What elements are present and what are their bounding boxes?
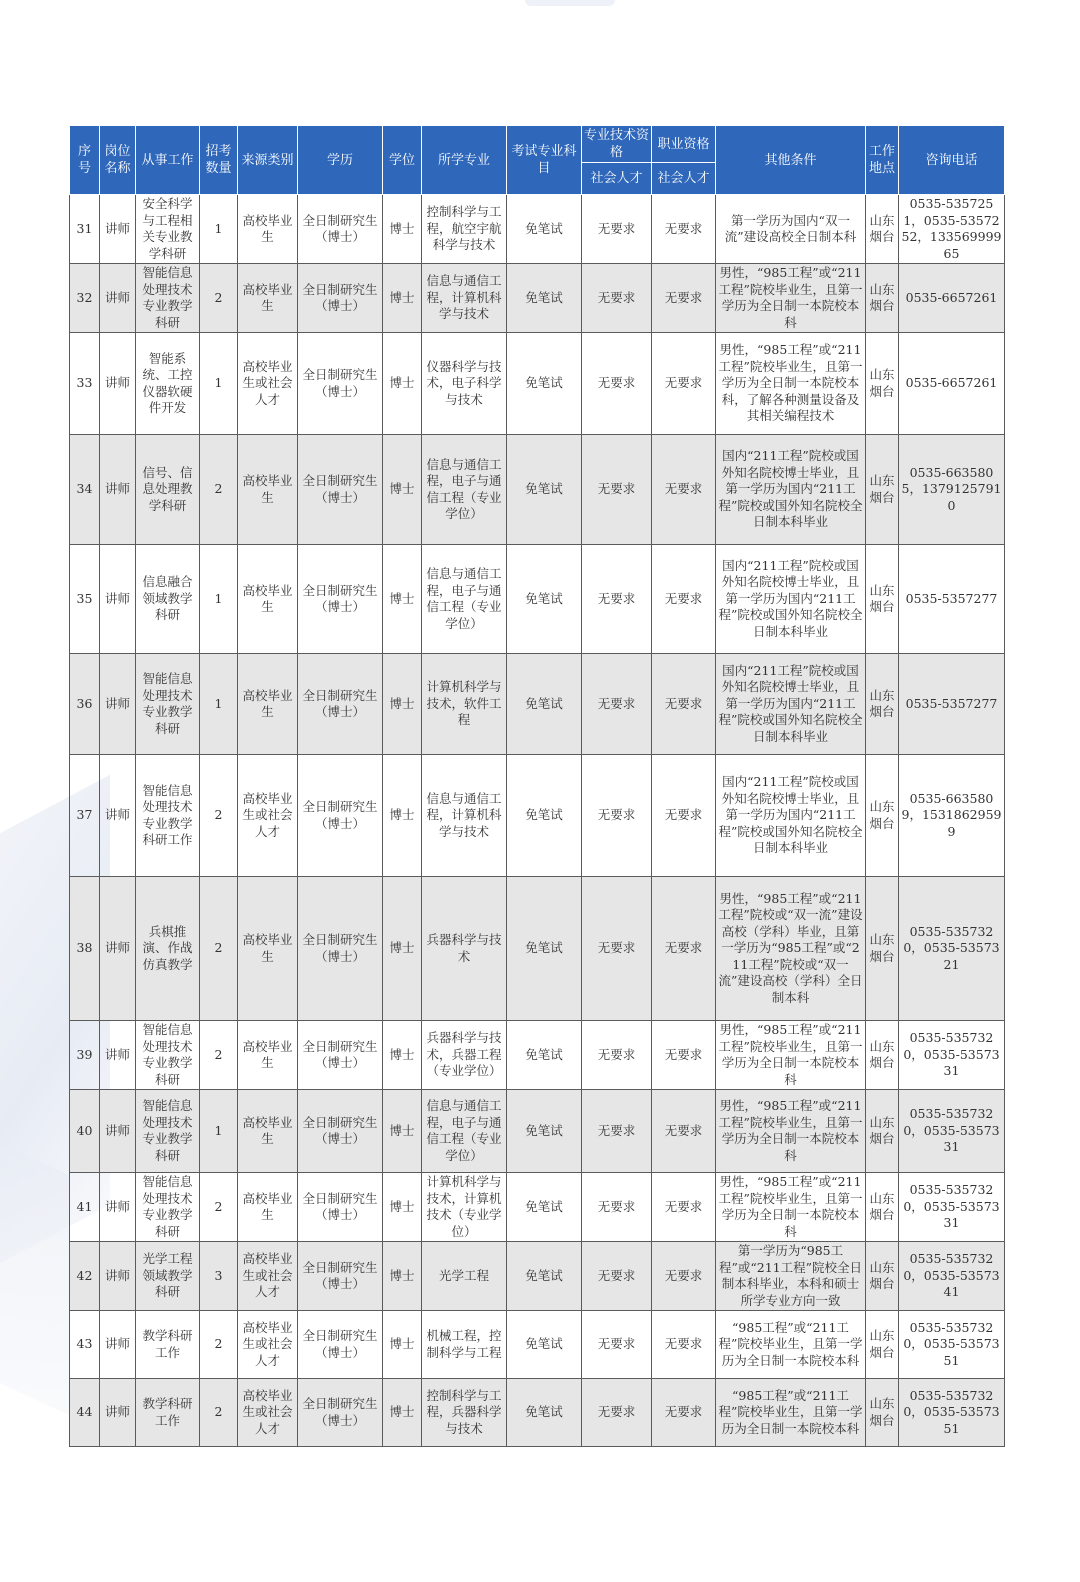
header-seq: 序号 <box>70 126 100 195</box>
table-row <box>70 545 1005 654</box>
cell-prof-qualification: 无要求 <box>652 755 716 877</box>
cell-seq: 42 <box>70 1242 100 1311</box>
cell-seq: 41 <box>70 1173 100 1242</box>
cell-prof-qualification: 无要求 <box>652 1173 716 1242</box>
cell-major: 信息与通信工程，计算机科学与技术 <box>422 264 507 333</box>
cell-location: 山东烟台 <box>866 1021 899 1090</box>
cell-seq: 35 <box>70 545 100 654</box>
cell-count: 2 <box>200 1311 238 1379</box>
recruitment-table <box>69 125 1005 1447</box>
cell-prof-qualification: 无要求 <box>652 654 716 755</box>
cell-exam: 免笔试 <box>507 545 582 654</box>
cell-prof-qualification: 无要求 <box>652 1379 716 1447</box>
cell-tech-qualification: 无要求 <box>582 333 652 435</box>
cell-location: 山东烟台 <box>866 1311 899 1379</box>
cell-other: 国内“211工程”院校或国外知名院校博士毕业，且第一学历为国内“211工程”院校或国外知名院校全日制本科毕业 <box>716 545 866 654</box>
cell-exam: 免笔试 <box>507 1242 582 1311</box>
cell-seq: 32 <box>70 264 100 333</box>
cell-location: 山东烟台 <box>866 435 899 545</box>
cell-tech-qualification: 无要求 <box>582 1090 652 1173</box>
cell-source: 高校毕业生 <box>238 264 298 333</box>
cell-other: 男性，“985工程”或“211工程”院校毕业生，且第一学历为全日制一本院校本科 <box>716 1090 866 1173</box>
cell-prof-qualification: 无要求 <box>652 264 716 333</box>
cell-degree: 博士 <box>383 195 422 264</box>
cell-degree: 博士 <box>383 264 422 333</box>
cell-education: 全日制研究生（博士） <box>298 545 383 654</box>
cell-phone: 0535-5357277 <box>899 545 1005 654</box>
cell-seq: 37 <box>70 755 100 877</box>
cell-source: 高校毕业生或社会人才 <box>238 1242 298 1311</box>
cell-seq: 39 <box>70 1021 100 1090</box>
header-phone: 咨询电话 <box>899 126 1005 195</box>
cell-location: 山东烟台 <box>866 545 899 654</box>
cell-seq: 43 <box>70 1311 100 1379</box>
cell-education: 全日制研究生（博士） <box>298 755 383 877</box>
cell-major: 信息与通信工程，电子与通信工程（专业学位） <box>422 435 507 545</box>
cell-degree: 博士 <box>383 1242 422 1311</box>
cell-education: 全日制研究生（博士） <box>298 195 383 264</box>
table-row <box>70 264 1005 333</box>
cell-degree: 博士 <box>383 333 422 435</box>
cell-phone: 0535-5357320，0535-5357351 <box>899 1379 1005 1447</box>
header-source: 来源类别 <box>238 126 298 195</box>
cell-tech-qualification: 无要求 <box>582 1173 652 1242</box>
cell-other: 男性，“985工程”或“211工程”院校毕业生，且第一学历为全日制一本院校本科 <box>716 1021 866 1090</box>
cell-source: 高校毕业生 <box>238 1021 298 1090</box>
cell-phone: 0535-5357320，0535-5357331 <box>899 1173 1005 1242</box>
cell-phone: 0535-5357320，0535-5357331 <box>899 1021 1005 1090</box>
header-post-name: 岗位名称 <box>100 126 136 195</box>
cell-post-name: 讲师 <box>100 333 136 435</box>
cell-work: 信息融合领域教学科研 <box>136 545 200 654</box>
cell-post-name: 讲师 <box>100 654 136 755</box>
table-row <box>70 1242 1005 1311</box>
cell-education: 全日制研究生（博士） <box>298 1379 383 1447</box>
cell-count: 2 <box>200 877 238 1021</box>
cell-count: 1 <box>200 654 238 755</box>
cell-exam: 免笔试 <box>507 264 582 333</box>
cell-tech-qualification: 无要求 <box>582 1242 652 1311</box>
header-degree: 学位 <box>383 126 422 195</box>
table-row <box>70 877 1005 1021</box>
cell-post-name: 讲师 <box>100 195 136 264</box>
cell-count: 1 <box>200 1090 238 1173</box>
header-prof-qualification: 职业资格 <box>652 126 716 163</box>
header-count: 招考数量 <box>200 126 238 195</box>
cell-prof-qualification: 无要求 <box>652 1311 716 1379</box>
cell-exam: 免笔试 <box>507 877 582 1021</box>
cell-count: 2 <box>200 1021 238 1090</box>
cell-exam: 免笔试 <box>507 1311 582 1379</box>
cell-degree: 博士 <box>383 877 422 1021</box>
header-prof-subtitle: 社会人才 <box>652 163 716 195</box>
cell-degree: 博士 <box>383 1090 422 1173</box>
cell-tech-qualification: 无要求 <box>582 195 652 264</box>
cell-exam: 免笔试 <box>507 755 582 877</box>
cell-phone: 0535-6635809，15318629599 <box>899 755 1005 877</box>
cell-education: 全日制研究生（博士） <box>298 1090 383 1173</box>
cell-other: “985工程”或“211工程”院校毕业生，且第一学历为全日制一本院校本科 <box>716 1311 866 1379</box>
cell-major: 兵器科学与技术，兵器工程（专业学位） <box>422 1021 507 1090</box>
cell-major: 控制科学与工程，航空宇航科学与技术 <box>422 195 507 264</box>
cell-source: 高校毕业生 <box>238 1090 298 1173</box>
cell-phone: 0535-6635805，13791257910 <box>899 435 1005 545</box>
cell-seq: 36 <box>70 654 100 755</box>
cell-education: 全日制研究生（博士） <box>298 1173 383 1242</box>
cell-major: 计算机科学与技术，计算机技术（专业学位） <box>422 1173 507 1242</box>
cell-location: 山东烟台 <box>866 1379 899 1447</box>
cell-exam: 免笔试 <box>507 1173 582 1242</box>
cell-count: 1 <box>200 333 238 435</box>
cell-education: 全日制研究生（博士） <box>298 333 383 435</box>
cell-seq: 44 <box>70 1379 100 1447</box>
cell-prof-qualification: 无要求 <box>652 195 716 264</box>
cell-major: 控制科学与工程，兵器科学与技术 <box>422 1379 507 1447</box>
cell-source: 高校毕业生或社会人才 <box>238 1311 298 1379</box>
cell-degree: 博士 <box>383 1311 422 1379</box>
cell-other: 男性，“985工程”或“211工程”院校毕业生，且第一学历为全日制一本院校本科 <box>716 264 866 333</box>
cell-degree: 博士 <box>383 1379 422 1447</box>
cell-count: 3 <box>200 1242 238 1311</box>
cell-other: 第一学历为国内“双一流”建设高校全日制本科 <box>716 195 866 264</box>
cell-major: 光学工程 <box>422 1242 507 1311</box>
cell-degree: 博士 <box>383 654 422 755</box>
cell-prof-qualification: 无要求 <box>652 435 716 545</box>
cell-prof-qualification: 无要求 <box>652 545 716 654</box>
cell-phone: 0535-5357277 <box>899 654 1005 755</box>
cell-seq: 38 <box>70 877 100 1021</box>
cell-major: 机械工程，控制科学与工程 <box>422 1311 507 1379</box>
cell-exam: 免笔试 <box>507 1021 582 1090</box>
cell-major: 信息与通信工程，电子与通信工程（专业学位） <box>422 1090 507 1173</box>
cell-count: 2 <box>200 435 238 545</box>
cell-prof-qualification: 无要求 <box>652 877 716 1021</box>
cell-prof-qualification: 无要求 <box>652 1021 716 1090</box>
cell-post-name: 讲师 <box>100 1173 136 1242</box>
table-row <box>70 435 1005 545</box>
cell-source: 高校毕业生 <box>238 654 298 755</box>
header-major: 所学专业 <box>422 126 507 195</box>
cell-work: 智能信息处理技术专业教学科研 <box>136 1090 200 1173</box>
cell-count: 2 <box>200 1379 238 1447</box>
header-work: 从事工作 <box>136 126 200 195</box>
table-body <box>70 195 1005 1447</box>
cell-education: 全日制研究生（博士） <box>298 877 383 1021</box>
cell-major: 信息与通信工程，电子与通信工程（专业学位） <box>422 545 507 654</box>
cell-major: 兵器科学与技术 <box>422 877 507 1021</box>
cell-exam: 免笔试 <box>507 1090 582 1173</box>
cell-count: 2 <box>200 264 238 333</box>
cell-phone: 0535-5357320，0535-5357321 <box>899 877 1005 1021</box>
cell-location: 山东烟台 <box>866 1173 899 1242</box>
cell-tech-qualification: 无要求 <box>582 1021 652 1090</box>
cell-post-name: 讲师 <box>100 877 136 1021</box>
table-row <box>70 1379 1005 1447</box>
cell-location: 山东烟台 <box>866 755 899 877</box>
table-header <box>70 126 1005 195</box>
header-location: 工作地点 <box>866 126 899 195</box>
cell-phone: 0535-5357251，0535-5357252，13356999965 <box>899 195 1005 264</box>
cell-other: 国内“211工程”院校或国外知名院校博士毕业，且第一学历为国内“211工程”院校或国外知名院校全日制本科毕业 <box>716 654 866 755</box>
cell-work: 安全科学与工程相关专业教学科研 <box>136 195 200 264</box>
cell-work: 教学科研工作 <box>136 1311 200 1379</box>
cell-tech-qualification: 无要求 <box>582 654 652 755</box>
cell-major: 信息与通信工程，计算机科学与技术 <box>422 755 507 877</box>
cell-location: 山东烟台 <box>866 1242 899 1311</box>
cell-source: 高校毕业生 <box>238 545 298 654</box>
table-row <box>70 1311 1005 1379</box>
cell-degree: 博士 <box>383 545 422 654</box>
cell-phone: 0535-5357320，0535-5357341 <box>899 1242 1005 1311</box>
cell-location: 山东烟台 <box>866 877 899 1021</box>
cell-other: 国内“211工程”院校或国外知名院校博士毕业，且第一学历为国内“211工程”院校或国外知名院校全日制本科毕业 <box>716 755 866 877</box>
cell-post-name: 讲师 <box>100 545 136 654</box>
cell-post-name: 讲师 <box>100 1311 136 1379</box>
cell-education: 全日制研究生（博士） <box>298 1242 383 1311</box>
table-row <box>70 654 1005 755</box>
cell-other: 第一学历为“985工程”或“211工程”院校全日制本科毕业，本科和硕士所学专业方向一致 <box>716 1242 866 1311</box>
table-row <box>70 333 1005 435</box>
cell-post-name: 讲师 <box>100 1021 136 1090</box>
cell-education: 全日制研究生（博士） <box>298 1311 383 1379</box>
cell-education: 全日制研究生（博士） <box>298 264 383 333</box>
header-other: 其他条件 <box>716 126 866 195</box>
cell-post-name: 讲师 <box>100 1379 136 1447</box>
cell-source: 高校毕业生或社会人才 <box>238 755 298 877</box>
table-row <box>70 1173 1005 1242</box>
header-tech-qualification: 专业技术资格 <box>582 126 652 163</box>
cell-work: 智能系统、工控仪器软硬件开发 <box>136 333 200 435</box>
cell-degree: 博士 <box>383 1173 422 1242</box>
cell-source: 高校毕业生 <box>238 195 298 264</box>
cell-count: 2 <box>200 1173 238 1242</box>
cell-seq: 31 <box>70 195 100 264</box>
cell-post-name: 讲师 <box>100 1242 136 1311</box>
cell-work: 智能信息处理技术专业教学科研工作 <box>136 755 200 877</box>
cell-major: 计算机科学与技术，软件工程 <box>422 654 507 755</box>
cell-prof-qualification: 无要求 <box>652 1242 716 1311</box>
cell-tech-qualification: 无要求 <box>582 545 652 654</box>
cell-seq: 33 <box>70 333 100 435</box>
cell-work: 信号、信息处理教学科研 <box>136 435 200 545</box>
table-row <box>70 1090 1005 1173</box>
header-exam: 考试专业科目 <box>507 126 582 195</box>
cell-tech-qualification: 无要求 <box>582 435 652 545</box>
cell-source: 高校毕业生或社会人才 <box>238 333 298 435</box>
cell-phone: 0535-5357320，0535-5357351 <box>899 1311 1005 1379</box>
cell-tech-qualification: 无要求 <box>582 1311 652 1379</box>
cell-location: 山东烟台 <box>866 264 899 333</box>
cell-other: “985工程”或“211工程”院校毕业生，且第一学历为全日制一本院校本科 <box>716 1379 866 1447</box>
cell-other: 男性，“985工程”或“211工程”院校毕业生，且第一学历为全日制一本院校本科，了解各种测量设备及其相关编程技术 <box>716 333 866 435</box>
cell-exam: 免笔试 <box>507 654 582 755</box>
cell-education: 全日制研究生（博士） <box>298 1021 383 1090</box>
cell-seq: 40 <box>70 1090 100 1173</box>
cell-source: 高校毕业生 <box>238 1173 298 1242</box>
cell-other: 男性，“985工程”或“211工程”院校毕业生，且第一学历为全日制一本院校本科 <box>716 1173 866 1242</box>
top-decoration <box>525 0 615 6</box>
cell-seq: 34 <box>70 435 100 545</box>
cell-exam: 免笔试 <box>507 333 582 435</box>
cell-work: 兵棋推演、作战仿真教学 <box>136 877 200 1021</box>
cell-prof-qualification: 无要求 <box>652 1090 716 1173</box>
cell-post-name: 讲师 <box>100 435 136 545</box>
cell-other: 男性，“985工程”或“211工程”院校或“双一流”建设高校（学科）毕业，且第一学历为“985工程”或“211工程”院校或“双一流”建设高校（学科）全日制本科 <box>716 877 866 1021</box>
cell-work: 智能信息处理技术专业教学科研 <box>136 264 200 333</box>
cell-location: 山东烟台 <box>866 1090 899 1173</box>
table-row <box>70 1021 1005 1090</box>
cell-degree: 博士 <box>383 755 422 877</box>
cell-count: 2 <box>200 755 238 877</box>
cell-education: 全日制研究生（博士） <box>298 654 383 755</box>
cell-source: 高校毕业生 <box>238 435 298 545</box>
cell-work: 智能信息处理技术专业教学科研 <box>136 1021 200 1090</box>
cell-phone: 0535-5357320，0535-5357331 <box>899 1090 1005 1173</box>
cell-education: 全日制研究生（博士） <box>298 435 383 545</box>
header-education: 学历 <box>298 126 383 195</box>
cell-major: 仪器科学与技术，电子科学与技术 <box>422 333 507 435</box>
cell-work: 光学工程领域教学科研 <box>136 1242 200 1311</box>
cell-location: 山东烟台 <box>866 654 899 755</box>
cell-phone: 0535-6657261 <box>899 333 1005 435</box>
cell-post-name: 讲师 <box>100 264 136 333</box>
cell-degree: 博士 <box>383 1021 422 1090</box>
cell-location: 山东烟台 <box>866 195 899 264</box>
cell-work: 智能信息处理技术专业教学科研 <box>136 1173 200 1242</box>
cell-tech-qualification: 无要求 <box>582 877 652 1021</box>
cell-source: 高校毕业生 <box>238 877 298 1021</box>
cell-tech-qualification: 无要求 <box>582 264 652 333</box>
cell-exam: 免笔试 <box>507 1379 582 1447</box>
cell-degree: 博士 <box>383 435 422 545</box>
cell-post-name: 讲师 <box>100 1090 136 1173</box>
cell-post-name: 讲师 <box>100 755 136 877</box>
cell-count: 1 <box>200 195 238 264</box>
cell-tech-qualification: 无要求 <box>582 1379 652 1447</box>
header-tech-subtitle: 社会人才 <box>582 163 652 195</box>
table-row <box>70 195 1005 264</box>
cell-location: 山东烟台 <box>866 333 899 435</box>
table-row <box>70 755 1005 877</box>
cell-other: 国内“211工程”院校或国外知名院校博士毕业，且第一学历为国内“211工程”院校或国外知名院校全日制本科毕业 <box>716 435 866 545</box>
cell-exam: 免笔试 <box>507 435 582 545</box>
cell-exam: 免笔试 <box>507 195 582 264</box>
cell-tech-qualification: 无要求 <box>582 755 652 877</box>
cell-phone: 0535-6657261 <box>899 264 1005 333</box>
cell-prof-qualification: 无要求 <box>652 333 716 435</box>
cell-count: 1 <box>200 545 238 654</box>
cell-work: 教学科研工作 <box>136 1379 200 1447</box>
cell-work: 智能信息处理技术专业教学科研 <box>136 654 200 755</box>
cell-source: 高校毕业生或社会人才 <box>238 1379 298 1447</box>
